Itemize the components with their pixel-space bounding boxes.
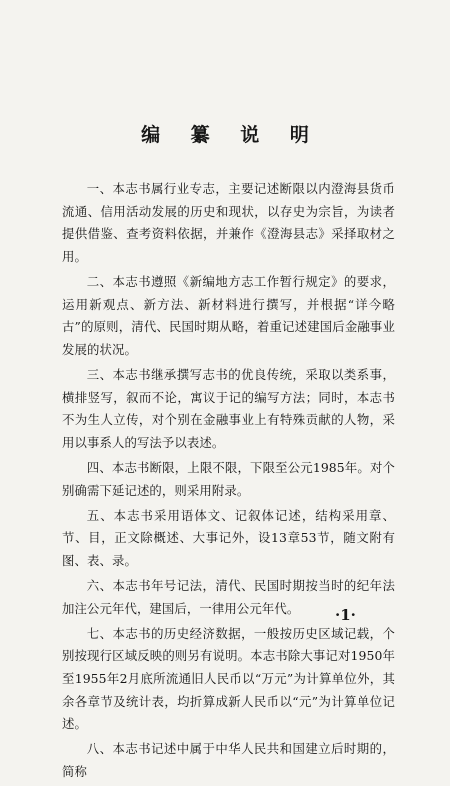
body-text (62, 178, 395, 786)
paragraph-4: 四、本志书断限，上限不限，下限至公元1985年。对个别确需下延记述的，则采用附录。 (62, 459, 395, 498)
page-number: ·1· (335, 606, 356, 624)
paragraph-8: 八、本志书记述中属于中华人民共和国建立后时期的，简称 (62, 741, 395, 779)
paragraph-7: 七、本志书的历史经济数据，一般按历史区域记载，个别按现行区域反映的则另有说明。本志书除大事记对1950年至1955年2月底所流通旧人民币以“万元”为计算单位外，其余各章节及统计表，均折算成新人民币以“元”为计算单位记述。 (62, 625, 395, 732)
page-title: 编 纂 说 明 (141, 124, 321, 146)
paragraph-2: 二、本志书遵照《新编地方志工作暂行规定》的要求，运用新观点、新方法、新材料进行撰写，并根据“详今略古”的原则，清代、民国时期从略，着重记述建国后金融事业发展的状况。 (62, 273, 395, 357)
paragraph-1: 一、本志书属行业专志，主要记述断限以内澄海县货币流通、信用活动发展的历史和现状，以存史为宗旨，为读者提供借鉴、查考资料依据，并兼作《澄海县志》采择取材之用。 (62, 181, 395, 264)
paragraph-3: 三、本志书继承撰写志书的优良传统，采取以类系事，横排竖写，叙而不论，寓议于记的编写方法；同时，本志书不为生人立传，对个别在金融事业上有特殊贡献的人物，采用以事系人的写法予以表述。 (62, 366, 395, 450)
paragraph-5: 五、本志书采用语体文、记叙体记述，结构采用章、节、目，正文除概述、大事记外，设13章53节，随文附有图、表、录。 (62, 507, 395, 568)
paragraph-6: 六、本志书年号记法，清代、民国时期按当时的纪年法加注公元年代，建国后，一律用公元年代。 (62, 578, 395, 616)
